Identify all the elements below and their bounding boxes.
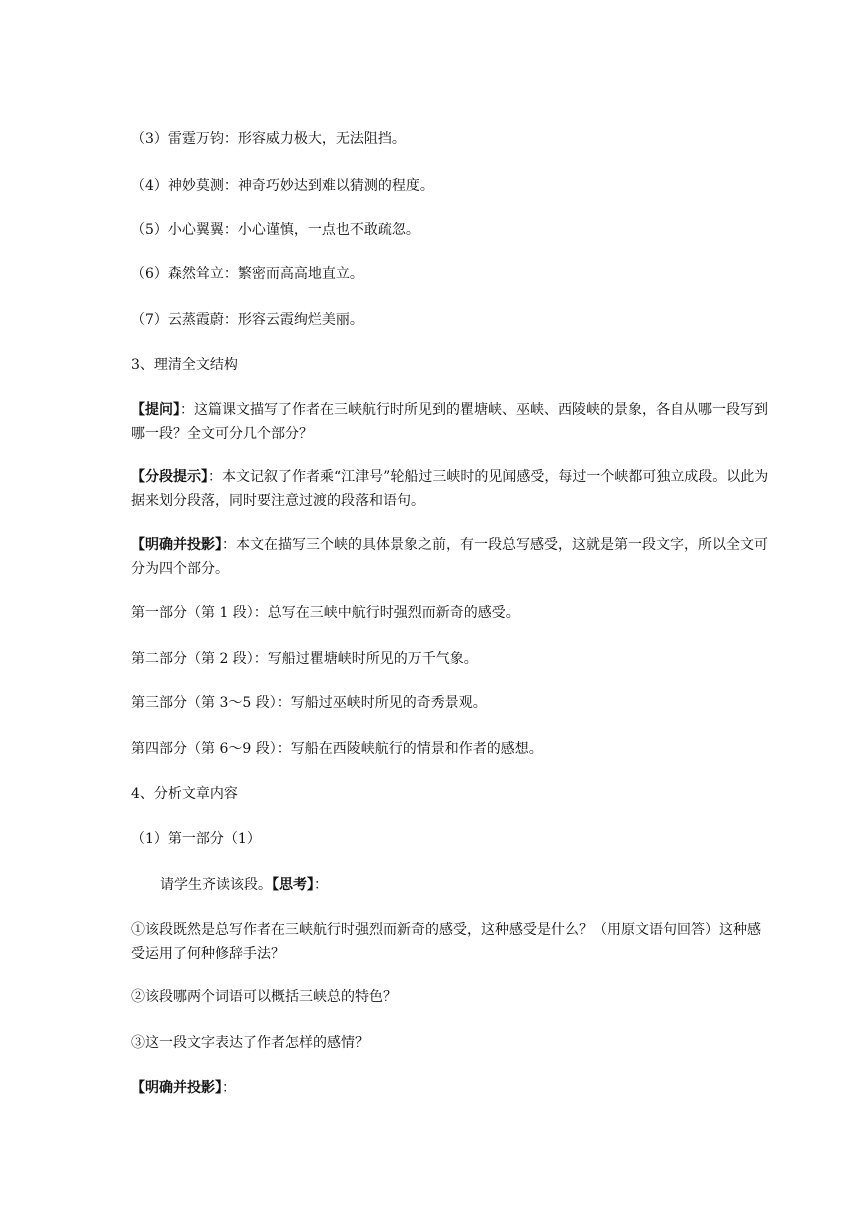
definition-line-3: （3）雷霆万钧：形容威力极大，无法阻挡。	[131, 131, 406, 147]
definition-line-7: （7）云蒸霞蔚：形容云霞绚烂美丽。	[131, 312, 364, 328]
read-aloud-text: 请学生齐读该段。	[160, 877, 272, 893]
part-one-line: 第一部分（第 1 段）：总写在三峡中航行时强烈而新奇的感受。	[131, 605, 520, 621]
clarify-heading-label: 【明确并投影】	[131, 1080, 222, 1096]
clarify-label: 【明确并投影】	[131, 537, 222, 553]
question-text: ：这篇课文描写了作者在三峡航行时所见到的瞿塘峡、巫峡、西陵峡的景象，各自从哪一段写到哪一段？全文可分几个部分？	[131, 402, 768, 442]
clarify-paragraph	[131, 533, 771, 581]
subsection-heading-part-one: （1）第一部分（1）	[131, 831, 261, 847]
segment-hint-paragraph	[131, 465, 771, 513]
think-colon: ：	[314, 877, 328, 893]
segment-hint-label: 【分段提示】	[131, 469, 208, 485]
question-paragraph	[131, 398, 771, 446]
section-heading-analysis: 4、分析文章内容	[131, 786, 238, 802]
part-two-line: 第二部分（第 2 段）：写船过瞿塘峡时所见的万千气象。	[131, 651, 478, 667]
segment-hint-text: ：本文记叙了作者乘“江津号”轮船过三峡时的见闻感受，每过一个峡都可独立成段。以此为据来划分段落，同时要注意过渡的段落和语句。	[131, 469, 769, 509]
definition-line-6: （6）森然耸立：繁密而高高地直立。	[131, 266, 364, 282]
clarify-heading-colon: ：	[222, 1080, 236, 1096]
part-three-line: 第三部分（第 3～5 段）：写船过巫峡时所见的奇秀景观。	[131, 695, 487, 711]
think-label: 【思考】	[272, 877, 314, 893]
question-3-line: ③这一段文字表达了作者怎样的感情？	[131, 1035, 369, 1051]
section-heading-structure: 3、理清全文结构	[131, 357, 238, 373]
question-2-line: ②该段哪两个词语可以概括三峡总的特色？	[131, 989, 397, 1005]
clarify-heading-line	[131, 1076, 771, 1100]
question-1-paragraph: ①该段既然是总写作者在三峡航行时强烈而新奇的感受，这种感受是什么？（用原文语句回答）这种感受运用了何种修辞手法？	[131, 922, 761, 962]
clarify-text: ：本文在描写三个峡的具体景象之前，有一段总写感受，这就是第一段文字，所以全文可分为四个部分。	[131, 537, 768, 577]
definition-line-4: （4）神妙莫测：神奇巧妙达到难以猜测的程度。	[131, 178, 434, 194]
question-label: 【提问】	[131, 402, 180, 418]
definition-line-5: （5）小心翼翼：小心谨慎，一点也不敢疏忽。	[131, 222, 420, 238]
part-four-line: 第四部分（第 6～9 段）：写船在西陵峡航行的情景和作者的感想。	[131, 741, 543, 757]
read-aloud-line	[160, 873, 800, 897]
